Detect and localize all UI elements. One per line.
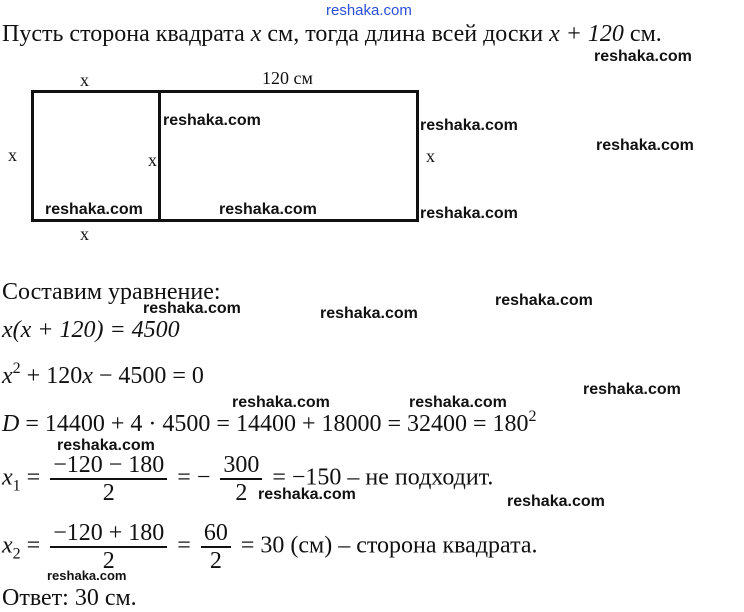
watermark: reshaka.com — [47, 568, 127, 583]
label-top-x: x — [80, 70, 89, 90]
intro-text-1: Пусть сторона квадрата — [2, 21, 251, 47]
watermark: reshaka.com — [420, 117, 518, 134]
equation-2 — [2, 362, 204, 390]
label-top-length: 120 см — [262, 68, 313, 88]
eq2-part-d: − 4500 = 0 — [92, 363, 204, 389]
eq2-var: x — [2, 363, 13, 389]
intro-expr: x + 120 — [549, 21, 624, 47]
equation-4-root-1 — [2, 452, 493, 506]
watermark: reshaka.com — [45, 201, 143, 218]
square-divider — [158, 90, 161, 222]
eq4-numerator: −120 − 180 — [50, 452, 167, 480]
eq5-subscript: 2 — [12, 545, 21, 563]
watermark: reshaka.com — [320, 305, 418, 322]
watermark: reshaka.com — [594, 48, 692, 65]
watermark: reshaka.com — [583, 381, 681, 398]
eq5-tail: = 30 (см) – сторона квадрата. — [234, 532, 538, 559]
watermark: reshaka.com — [420, 205, 518, 222]
intro-text-2: см, тогда длина всей доски — [261, 21, 550, 47]
equation-intro: Составим уравнение: — [2, 279, 221, 305]
eq4-mid: = − — [171, 464, 211, 491]
eq2-part-b: + 120 — [20, 363, 83, 389]
watermark: reshaka.com — [143, 300, 241, 317]
label-right-x: x — [426, 146, 435, 166]
eq5-fraction — [50, 520, 167, 574]
equation-1 — [2, 316, 180, 344]
watermark: reshaka.com — [495, 292, 593, 309]
eq4-equals: = — [20, 464, 41, 491]
eq4-denominator-2: 2 — [235, 480, 248, 506]
eq5-numerator: −120 + 180 — [50, 520, 167, 548]
label-mid-x: x — [148, 150, 157, 170]
eq4-subscript: 1 — [12, 477, 21, 495]
eq5-numerator-2: 60 — [201, 520, 231, 548]
watermark: reshaka.com — [596, 137, 694, 154]
eq5-denominator-2: 2 — [209, 548, 222, 574]
eq5-var: x — [2, 532, 13, 559]
eq3-var: D — [2, 411, 20, 437]
watermark: reshaka.com — [57, 437, 155, 454]
watermark: reshaka.com — [163, 112, 261, 129]
eq4-fraction-2 — [220, 452, 262, 506]
watermark: reshaka.com — [507, 493, 605, 510]
intro-line — [2, 20, 662, 48]
eq2-var-c: x — [82, 363, 93, 389]
eq4-numerator-2: 300 — [220, 452, 262, 480]
eq5-equals: = — [20, 532, 41, 559]
eq5-mid: = — [171, 532, 191, 559]
equation-3-discriminant — [2, 410, 537, 438]
eq3-exponent: 2 — [528, 408, 537, 425]
equation-5-root-2 — [2, 520, 538, 574]
eq4-denominator: 2 — [102, 480, 115, 506]
label-left-x: x — [8, 145, 17, 165]
answer: Ответ: 30 см. — [2, 585, 137, 611]
eq4-var: x — [2, 464, 13, 491]
watermark-top: reshaka.com — [326, 2, 412, 19]
equation-1-text: x(x + 120) = 4500 — [2, 317, 180, 343]
eq5-fraction-2 — [201, 520, 231, 574]
eq3-body: = 14400 + 4 · 4500 = 14400 + 18000 = 32400 = 180 — [19, 411, 529, 437]
intro-var: x — [250, 21, 262, 47]
label-bottom-x: x — [80, 224, 89, 244]
watermark: reshaka.com — [409, 394, 507, 411]
watermark: reshaka.com — [258, 486, 356, 503]
intro-text-3: см. — [623, 21, 662, 47]
eq4-tail: = −150 – не подходит. — [266, 464, 494, 491]
watermark: reshaka.com — [219, 201, 317, 218]
eq2-exponent: 2 — [12, 360, 21, 377]
eq4-fraction — [50, 452, 167, 506]
diagram — [0, 60, 744, 250]
eq5-denominator: 2 — [102, 548, 115, 574]
watermark: reshaka.com — [232, 394, 330, 411]
